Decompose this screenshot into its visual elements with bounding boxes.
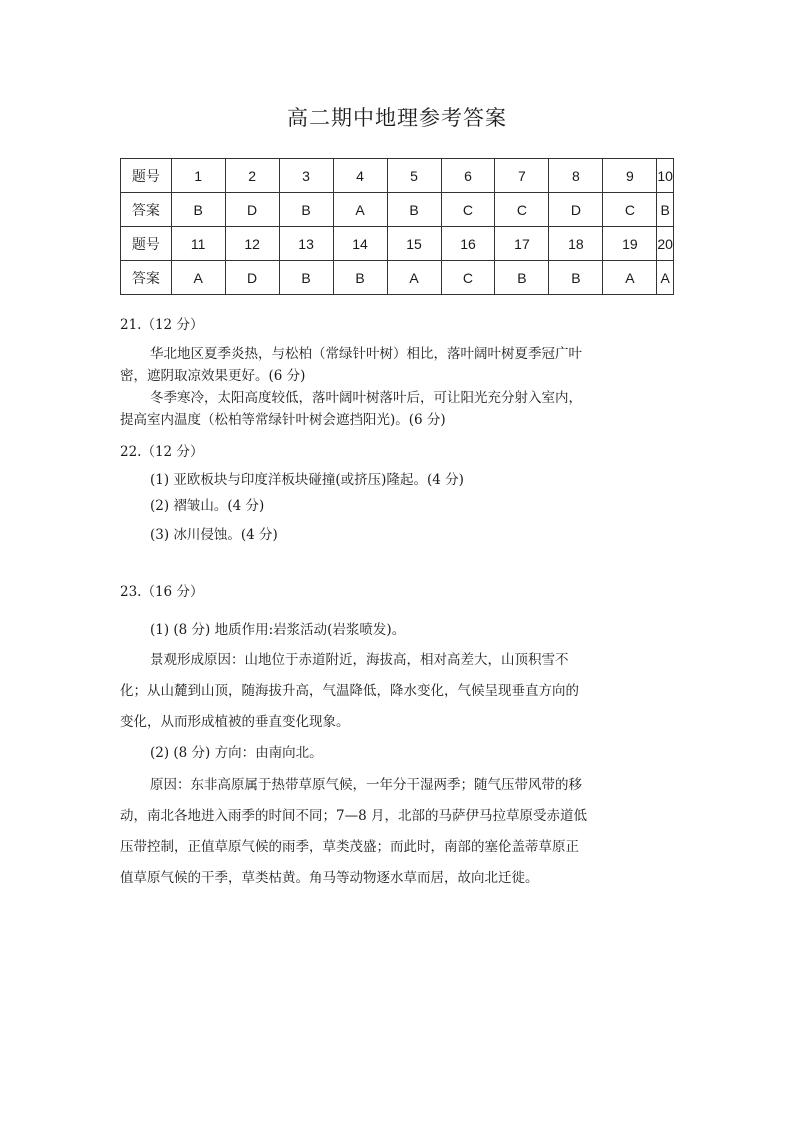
table-cell: 16 [441, 227, 495, 261]
row-label: 题号 [121, 159, 172, 193]
table-cell: B [171, 193, 225, 227]
table-cell: C [441, 261, 495, 295]
table-cell: D [225, 193, 279, 227]
table-cell: A [387, 261, 441, 295]
table-cell: 8 [549, 159, 603, 193]
table-cell: B [549, 261, 603, 295]
row-label: 答案 [121, 261, 172, 295]
table-cell: B [279, 261, 333, 295]
table-cell: 11 [171, 227, 225, 261]
table-cell: 20 [657, 227, 674, 261]
table-cell: C [495, 193, 549, 227]
table-cell: A [657, 261, 674, 295]
table-cell: C [441, 193, 495, 227]
q21-line: 密，遮阴取凉效果更好。(6 分) [120, 368, 306, 384]
table-cell: 18 [549, 227, 603, 261]
table-cell: 5 [387, 159, 441, 193]
row-label: 答案 [121, 193, 172, 227]
row-label: 题号 [121, 227, 172, 261]
table-cell: 13 [279, 227, 333, 261]
answer-table [120, 158, 674, 295]
table-cell: A [333, 193, 387, 227]
q21-heading: 21.（12 分） [120, 317, 204, 333]
page-title: 高二期中地理参考答案 [287, 106, 507, 130]
table-cell: 2 [225, 159, 279, 193]
q21-line: 提高室内温度（松柏等常绿针叶树会遮挡阳光)。(6 分) [120, 412, 446, 428]
table-cell: 12 [225, 227, 279, 261]
table-cell: 9 [603, 159, 657, 193]
q23-line: 压带控制，正值草原气候的雨季，草类茂盛；而此时，南部的塞伦盖蒂草原正 [120, 839, 579, 855]
q23-line: 动，南北各地进入雨季的时间不同；7—8 月，北部的马萨伊马拉草原受赤道低 [120, 808, 587, 824]
q21-line: 华北地区夏季炎热，与松柏（常绿针叶树）相比，落叶阔叶树夏季冠广叶 [150, 346, 582, 362]
table-row [121, 227, 674, 261]
table-cell: A [171, 261, 225, 295]
table-cell: 15 [387, 227, 441, 261]
table-cell: 14 [333, 227, 387, 261]
table-cell: 10 [657, 159, 674, 193]
table-cell: 6 [441, 159, 495, 193]
table-cell: 7 [495, 159, 549, 193]
q23-line: 值草原气候的干季，草类枯黄。角马等动物逐水草而居，故向北迁徙。 [120, 870, 539, 886]
q23-line: 化；从山麓到山顶，随海拔升高，气温降低，降水变化，气候呈现垂直方向的 [120, 683, 579, 699]
q21-line: 冬季寒冷，太阳高度较低，落叶阔叶树落叶后，可让阳光充分射入室内， [150, 390, 582, 406]
table-cell: 17 [495, 227, 549, 261]
q22-heading: 22.（12 分） [120, 444, 204, 460]
table-cell: 19 [603, 227, 657, 261]
q23-line: 变化，从而形成植被的垂直变化现象。 [120, 714, 350, 730]
q23-line: (1) (8 分) 地质作用:岩浆活动(岩浆喷发)。 [150, 622, 406, 638]
q23-line: (2) (8 分) 方向：由南向北。 [150, 745, 323, 761]
q22-line: (2) 褶皱山。(4 分) [150, 498, 265, 514]
table-cell: 1 [171, 159, 225, 193]
q23-line: 原因：东非高原属于热带草原气候，一年分干湿两季；随气压带风带的移 [150, 777, 582, 793]
table-cell: D [225, 261, 279, 295]
table-cell: D [549, 193, 603, 227]
table-cell: B [387, 193, 441, 227]
q22-line: (3) 冰川侵蚀。(4 分) [150, 527, 278, 543]
table-cell: A [603, 261, 657, 295]
q22-line: (1) 亚欧板块与印度洋板块碰撞(或挤压)隆起。(4 分) [150, 472, 464, 488]
table-cell: C [603, 193, 657, 227]
table-row [121, 159, 674, 193]
q23-heading: 23.（16 分） [120, 584, 204, 600]
table-row [121, 261, 674, 295]
table-cell: B [657, 193, 674, 227]
table-cell: B [333, 261, 387, 295]
table-cell: 4 [333, 159, 387, 193]
table-cell: B [495, 261, 549, 295]
table-row [121, 193, 674, 227]
table-cell: 3 [279, 159, 333, 193]
q23-line: 景观形成原因：山地位于赤道附近，海拔高，相对高差大，山顶积雪不 [150, 652, 569, 668]
table-cell: B [279, 193, 333, 227]
